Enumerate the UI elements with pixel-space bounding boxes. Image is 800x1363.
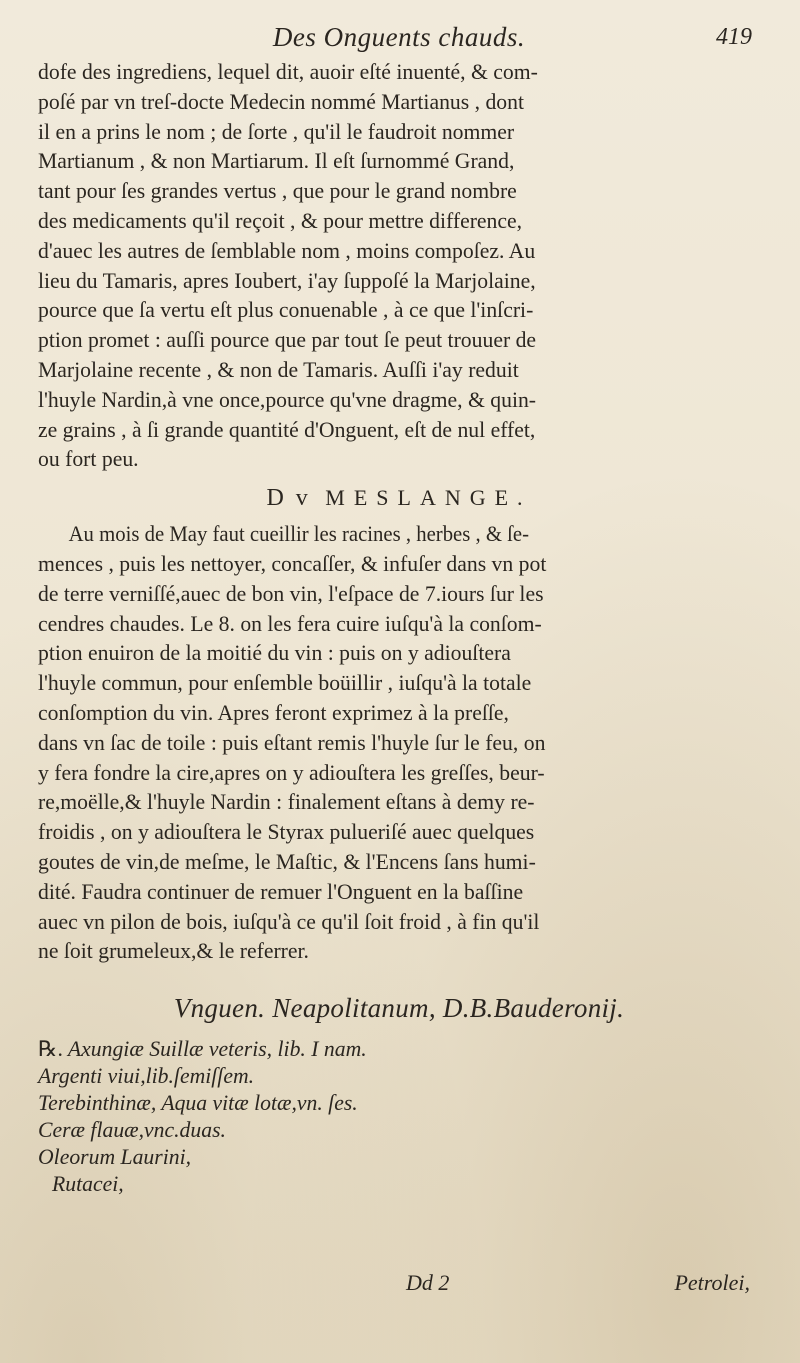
paragraph-meslange <box>38 520 760 967</box>
ingredient-line: Ceræ flauæ,vnc.duas. <box>38 1118 226 1143</box>
section-heading <box>38 485 760 512</box>
text-line: Marjolaine recente , & non de Tamaris. Auſſi i'ay reduit <box>38 357 519 382</box>
running-title: Des Onguents chauds. <box>272 22 526 52</box>
text-line: pource que ſa vertu eſt plus conuenable , à ce que l'inſcri- <box>38 298 534 323</box>
text-line: de terre verniſſé,auec de bon vin, l'eſpace de 7.iours ſur les <box>38 581 544 606</box>
signature-mark: Dd 2 <box>406 1270 450 1296</box>
text-line: cendres chaudes. Le 8. on les fera cuire iuſqu'à la conſom- <box>38 611 542 636</box>
text-line: ption enuiron de la moitié du vin : puis on y adiouſtera <box>38 641 511 666</box>
text-line: froidis , on y adiouſtera le Styrax pulueriſé auec quelques <box>38 820 535 845</box>
text-line: mences , puis les nettoyer, concaſſer, & infuſer dans vn pot <box>38 551 547 576</box>
text-line: dans vn ſac de toile : puis eſtant remis l'huyle ſur le feu, on <box>38 730 546 755</box>
text-line: re,moëlle,& l'huyle Nardin : finalement eſtans à demy re- <box>38 790 535 815</box>
ingredient-line: Rutacei, <box>52 1172 124 1197</box>
ingredient-line <box>38 1036 760 1063</box>
paragraph-martianum <box>38 58 760 475</box>
text-line: auec vn pilon de bois, iuſqu'à ce qu'il ſoit froid , à fin qu'il <box>38 909 540 934</box>
text-line: d'auec les autres de ſemblable nom , moins compoſez. Au <box>38 238 536 263</box>
text-line: ou fort peu. <box>38 447 139 472</box>
text-line: l'huyle Nardin,à vne once,pource qu'vne dragme, & quin- <box>38 387 537 412</box>
text-line: dité. Faudra continuer de remuer l'Onguent en la baſſine <box>38 879 524 904</box>
running-head <box>38 22 760 58</box>
text-line: conſomption du vin. Apres feront exprimez à la preſſe, <box>38 700 509 725</box>
text-line: tant pour ſes grandes vertus , que pour le grand nombre <box>38 179 517 204</box>
recipe-ingredients <box>38 1036 760 1296</box>
text-line: ption promet : auſſi pource que par tout ſe peut trouuer de <box>38 328 537 353</box>
recipe-title: Vnguen. Neapolitanum, D.B.Bauderonij. <box>173 993 625 1024</box>
ingredient-text: Axungiæ Suillæ veteris, lib. I nam. <box>67 1037 367 1062</box>
ingredient-line: Terebinthinæ, Aqua vitæ lotæ,vn. ſes. <box>38 1091 358 1116</box>
text-line: il en a prins le nom ; de ſorte , qu'il le faudroit nommer <box>38 119 515 144</box>
ingredient-line: Oleorum Laurini, <box>38 1145 192 1170</box>
text-line: poſé par vn treſ-docte Medecin nommé Martianus , dont <box>38 89 525 114</box>
text-line: lieu du Tamaris, apres Ioubert, i'ay ſuppoſé la Marjolaine, <box>38 268 536 293</box>
text-line: dofe des ingrediens, lequel dit, auoir eſté inuenté, & com- <box>38 60 538 84</box>
text-line: l'huyle commun, pour enſemble boüillir , iuſqu'à la totale <box>38 671 532 696</box>
text-line: Au mois de May faut cueillir les racines , herbes , & ſe- <box>68 522 530 547</box>
rx-symbol: ℞. <box>38 1037 63 1062</box>
catchword: Petrolei, <box>674 1270 750 1296</box>
ingredient-line: Argenti viui,lib.ſemiſſem. <box>38 1064 255 1089</box>
text-line: goutes de vin,de meſme, le Maſtic, & l'Encens ſans humi- <box>38 849 536 874</box>
text-line: ne ſoit grumeleux,& le referrer. <box>38 939 309 964</box>
page-foot <box>38 1269 760 1299</box>
text-line: des medicaments qu'il reçoit , & pour mettre difference, <box>38 208 523 233</box>
text-line: Martianum , & non Martiarum. Il eſt ſurnommé Grand, <box>38 149 515 174</box>
text-line: y fera fondre la cire,apres on y adiouſtera les greſſes, beur- <box>38 760 545 785</box>
section-heading-cap: D v <box>266 485 311 512</box>
section-heading-text: MESLANGE. <box>325 485 532 511</box>
text-line: ze grains , à ſi grande quantité d'Onguent, eſt de nul effet, <box>38 417 536 442</box>
page-number: 419 <box>716 24 752 50</box>
